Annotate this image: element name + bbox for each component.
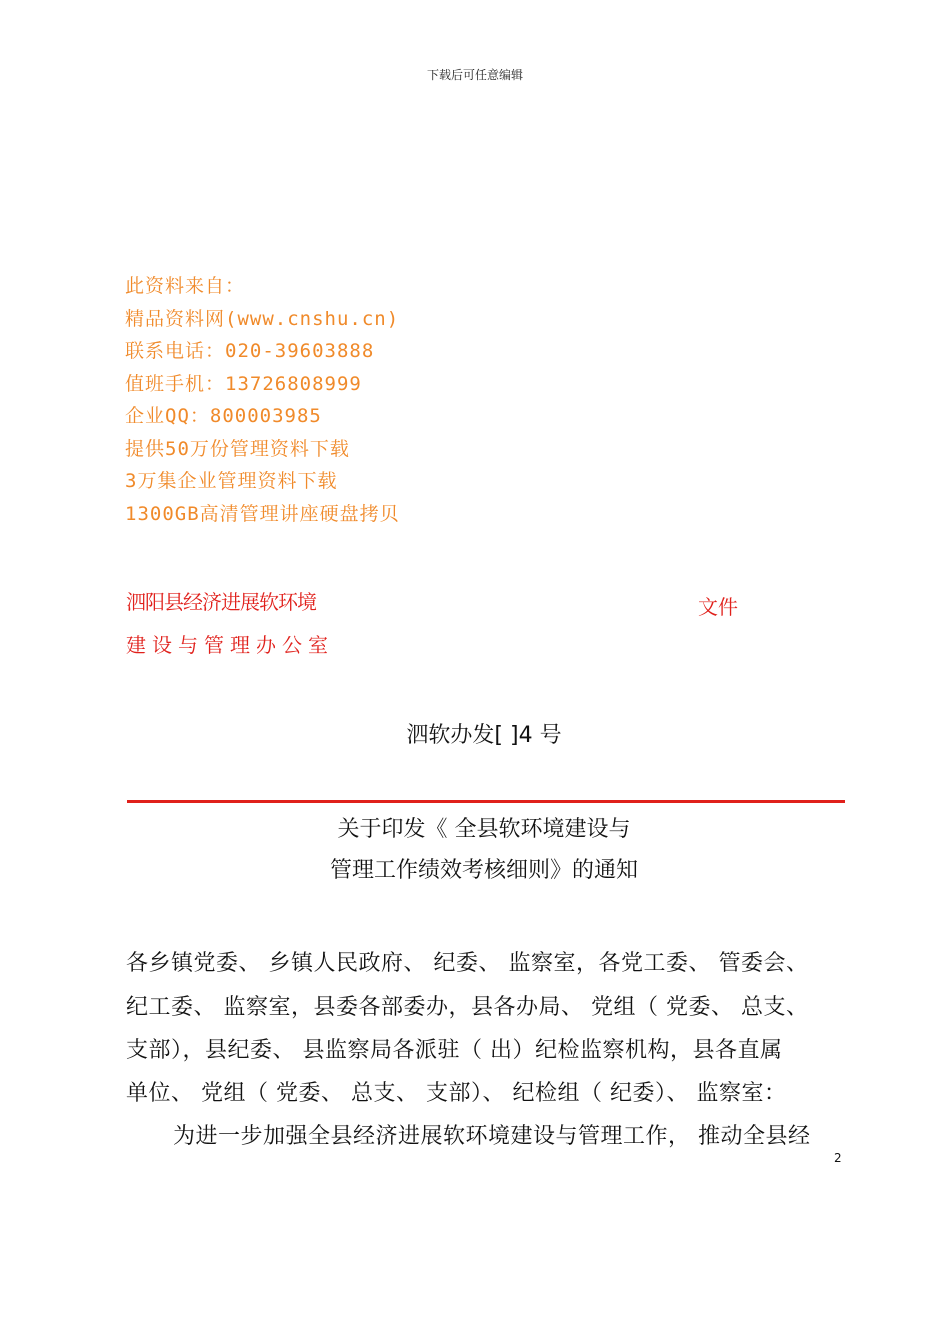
issuer-name-line1: 泗阳县经济进展软环境 xyxy=(126,590,316,614)
promo-line: 3万集企业管理资料下载 xyxy=(125,470,338,492)
body-text-line: 各乡镇党委、 乡镇人民政府、 纪委、 监察室，各党工委、 管委会、 xyxy=(126,951,809,976)
document-title-line1: 关于印发《 全县软环境建设与 xyxy=(337,817,631,842)
red-divider xyxy=(127,800,845,803)
document-number: 泗软办发[ ]4 号 xyxy=(406,723,562,748)
page-header-note: 下载后可任意编辑 xyxy=(426,68,523,82)
promo-line: 1300GB高清管理讲座硬盘拷贝 xyxy=(125,502,400,525)
issuer-document-suffix: 文件 xyxy=(698,595,738,619)
promo-line: 提供50万份管理资料下载 xyxy=(125,437,350,460)
body-text-line: 支部），县纪委、 县监察局各派驻（ 出）纪检监察机构，县各直属 xyxy=(126,1038,783,1063)
issuer-name-line2: 建设与管理办公室 xyxy=(126,633,334,657)
body-text-line: 纪工委、 监察室，县委各部委办，县各办局、 党组（ 党委、 总支、 xyxy=(126,995,809,1020)
promo-line: 精品资料网(www.cnshu.cn) xyxy=(125,307,400,330)
body-text-line: 单位、 党组（ 党委、 总支、 支部）、 纪检组（ 纪委）、 监察室： xyxy=(126,1081,787,1106)
page-number: 2 xyxy=(834,1151,842,1165)
promo-block xyxy=(125,270,400,530)
promo-line: 此资料来自： xyxy=(125,275,246,297)
promo-line: 企业QQ：800003985 xyxy=(125,405,322,427)
document-title-line2: 管理工作绩效考核细则》的通知 xyxy=(329,858,638,883)
promo-line: 联系电话：020-39603888 xyxy=(125,340,375,362)
promo-line: 值班手机：13726808999 xyxy=(125,372,362,395)
body-text-line: 为进一步加强全县经济进展软环境建设与管理工作， 推动全县经 xyxy=(173,1124,811,1149)
